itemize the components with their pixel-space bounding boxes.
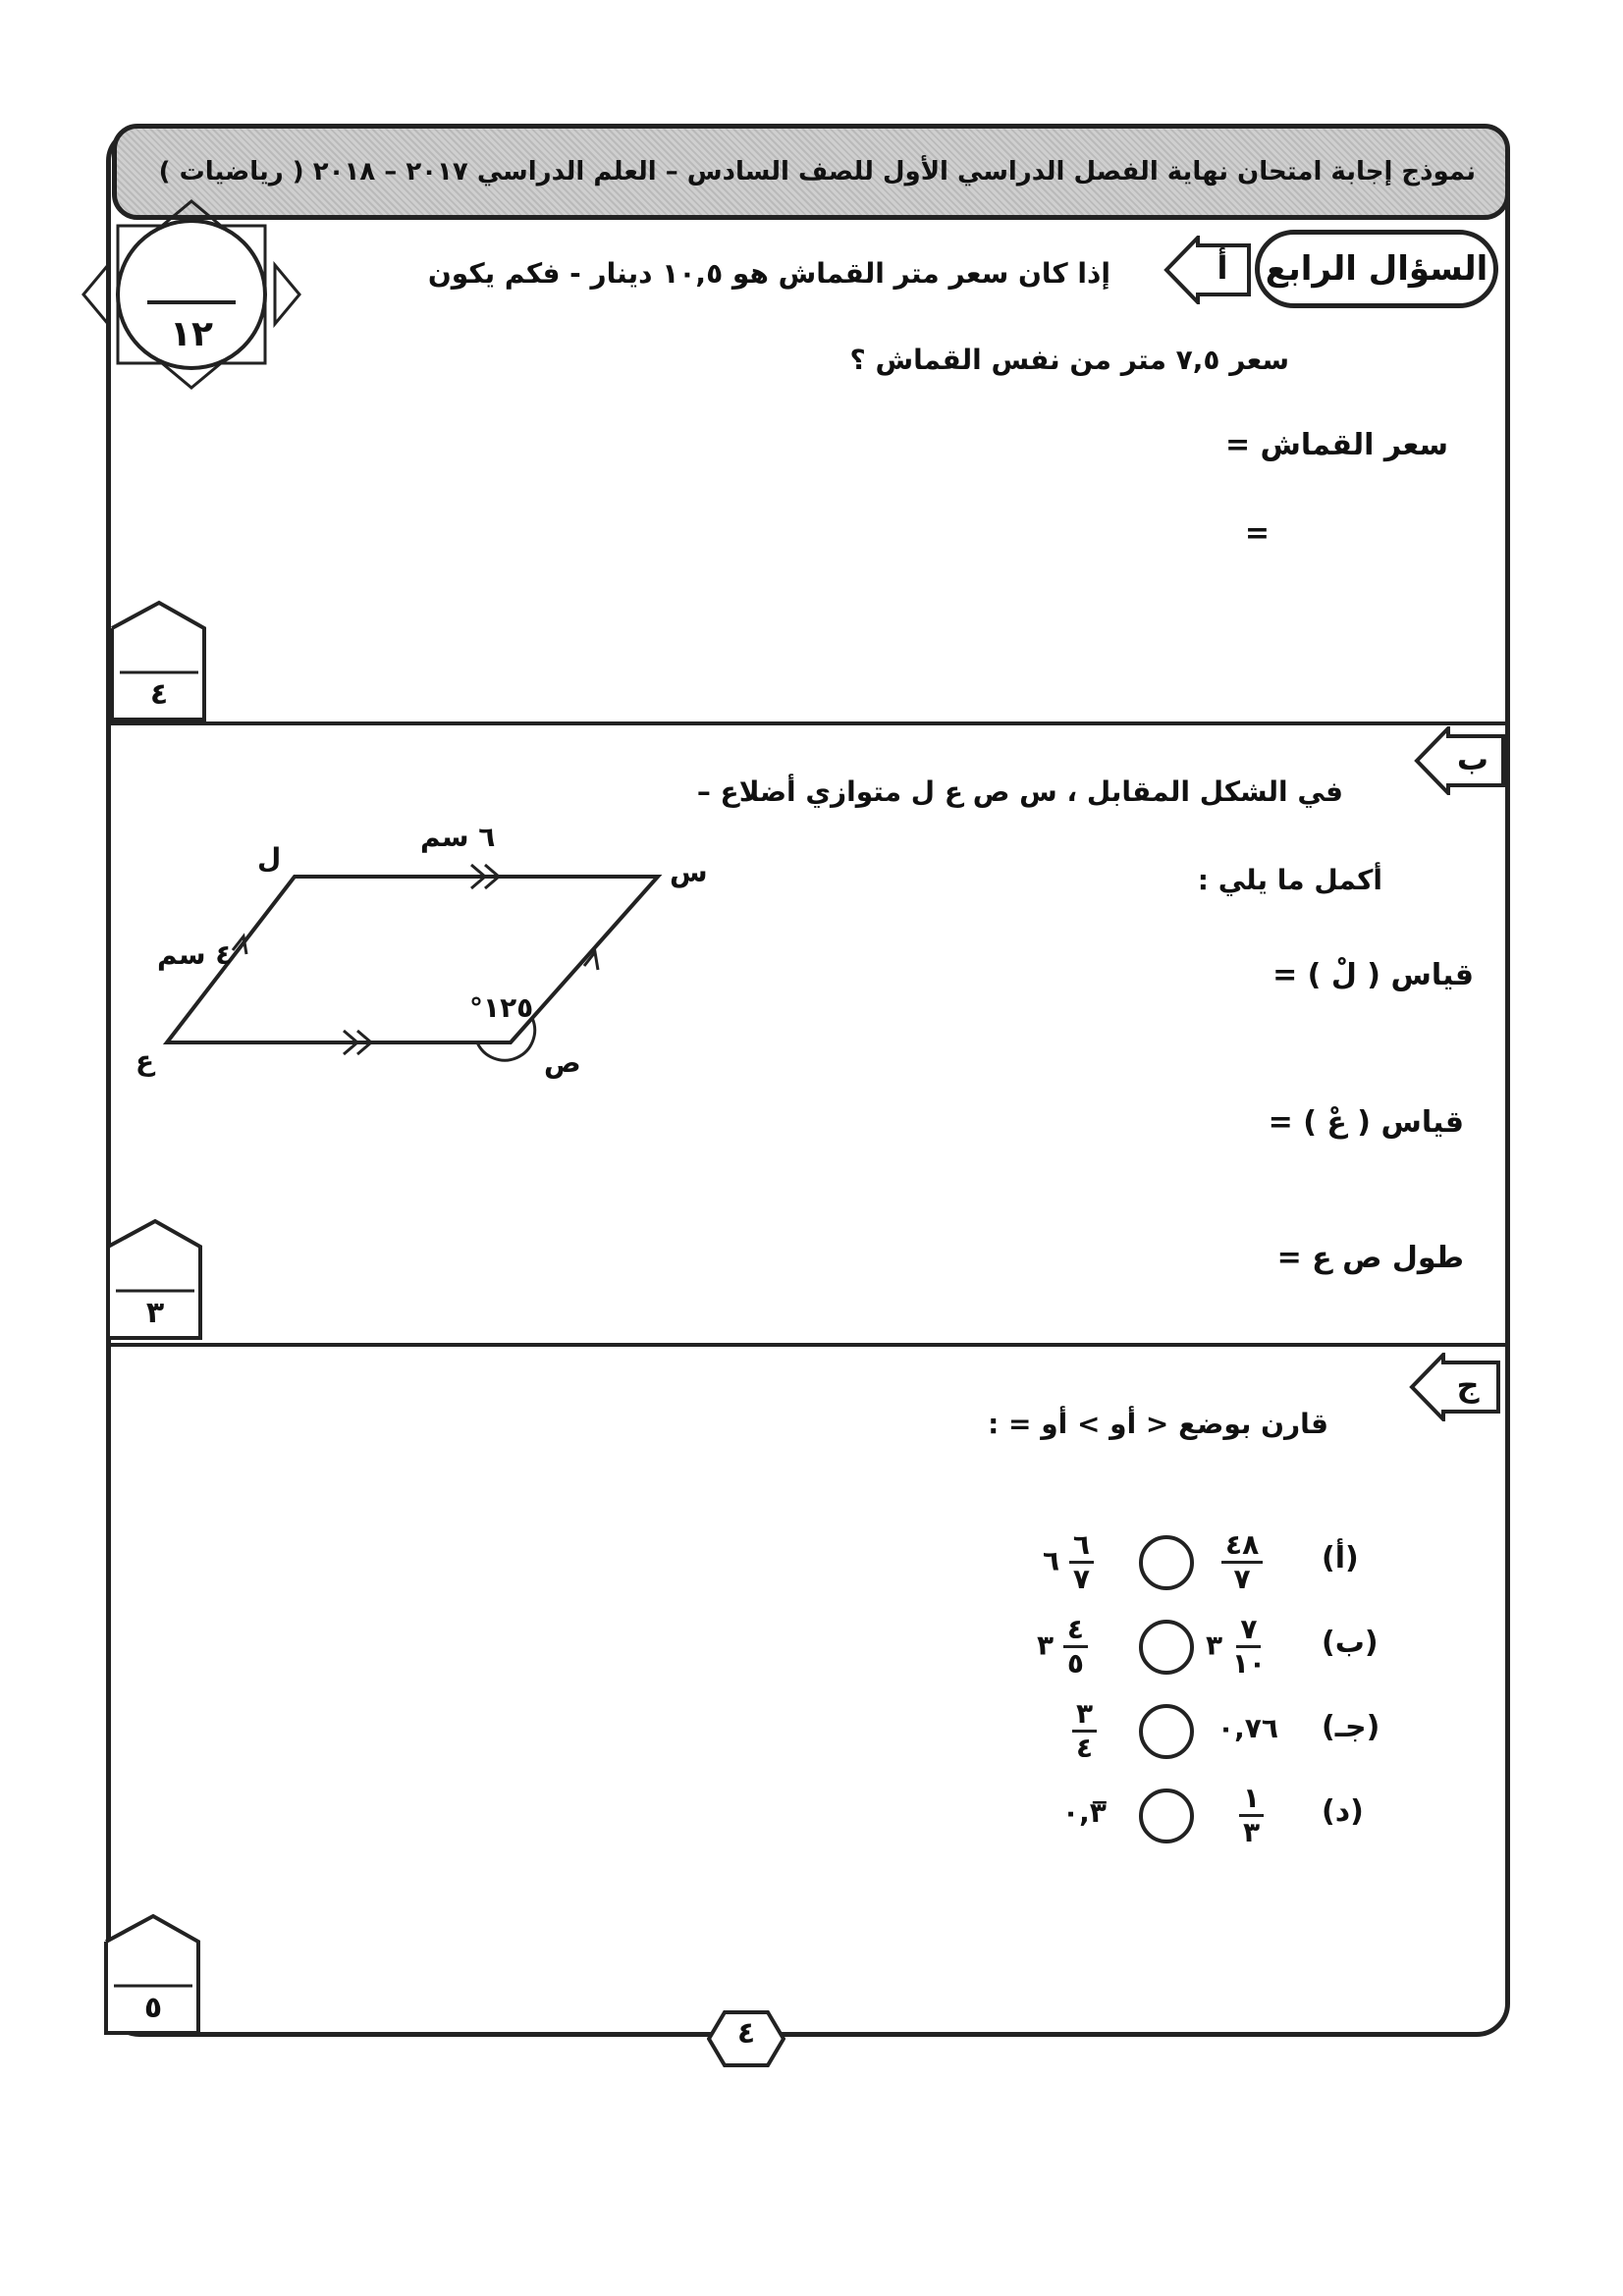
compare-right-d: ٠,٣̅ <box>1062 1796 1107 1829</box>
compare-right-b: ٣ $\frac{٤}{٥}$ <box>1037 1616 1088 1678</box>
part-a-score: ٤ <box>149 677 169 712</box>
question-label: السؤال الرابع <box>1255 230 1498 308</box>
compare-left-d: $\frac{١}{٣}$ <box>1239 1785 1264 1846</box>
top-length: ٦ سم <box>420 821 496 853</box>
part-b-score: ٣ <box>145 1296 165 1330</box>
compare-circle-c[interactable] <box>1139 1704 1194 1759</box>
vertex-s: س <box>670 856 708 888</box>
part-a-letter: أ <box>1217 249 1228 287</box>
compare-label-d: (د) <box>1322 1794 1364 1829</box>
vertex-l: ل <box>257 842 282 875</box>
part-c-instruction: قارن بوضع < أو > أو = : <box>988 1408 1328 1440</box>
part-b-complete: أكمل ما يلي : <box>1197 864 1382 896</box>
page-number: ٤ <box>736 2016 756 2051</box>
compare-left-a: $\frac{٤٨}{٧}$ <box>1221 1531 1263 1593</box>
divider-ab <box>110 721 1508 725</box>
side-length: ٤ سم <box>157 938 233 971</box>
part-a-line2: سعر ٧,٥ متر من نفس القماش ؟ <box>849 344 1289 376</box>
compare-circle-d[interactable] <box>1139 1789 1194 1843</box>
part-c-score: ٥ <box>143 1991 163 2025</box>
compare-label-c: (جـ) <box>1322 1710 1380 1744</box>
compare-left-c: ٠,٧٦ <box>1217 1712 1278 1744</box>
total-score-value: ١٢ <box>170 314 213 354</box>
compare-left-b: ٣ $\frac{٧}{١٠}$ <box>1206 1613 1267 1680</box>
part-a-answer-label: سعر القماش = <box>1224 428 1448 462</box>
part-c-letter: ج <box>1456 1366 1480 1404</box>
angle-label: °١٢٥ <box>469 991 534 1024</box>
part-a-answer-eq: = <box>1244 516 1270 551</box>
vertex-a: ع <box>135 1044 155 1077</box>
compare-right-a: ٦ $\frac{٦}{٧}$ <box>1043 1531 1094 1593</box>
part-a-line1: إذا كان سعر متر القماش هو ١٠,٥ دينار - فكم يكون <box>427 257 1110 290</box>
compare-right-c: $\frac{٣}{٤}$ <box>1072 1700 1097 1762</box>
total-score-badge <box>79 196 304 393</box>
header-bar <box>112 124 1510 220</box>
part-b-item1: قياس ( لْ ) = <box>1272 958 1474 992</box>
compare-label-b: (ب) <box>1322 1626 1379 1660</box>
compare-circle-a[interactable] <box>1139 1535 1194 1590</box>
part-b-intro: في الشكل المقابل ، س ص ع ل متوازي أضلاع – <box>696 775 1343 808</box>
part-b-item3: طول ص ع = <box>1276 1241 1464 1275</box>
compare-circle-b[interactable] <box>1139 1620 1194 1675</box>
part-b-letter: ب <box>1456 740 1489 777</box>
divider-bc <box>106 1343 1506 1347</box>
part-b-item2: قياس ( عْ ) = <box>1268 1105 1464 1140</box>
compare-label-a: (أ) <box>1322 1541 1359 1575</box>
header-title: نموذج إجابة امتحان نهاية الفصل الدراسي الأول للصف السادس – العلم الدراسي ٢٠١٧ – ٢٠١٨ ( رياضيات ) <box>158 157 1476 187</box>
vertex-sad: ص <box>544 1046 581 1079</box>
